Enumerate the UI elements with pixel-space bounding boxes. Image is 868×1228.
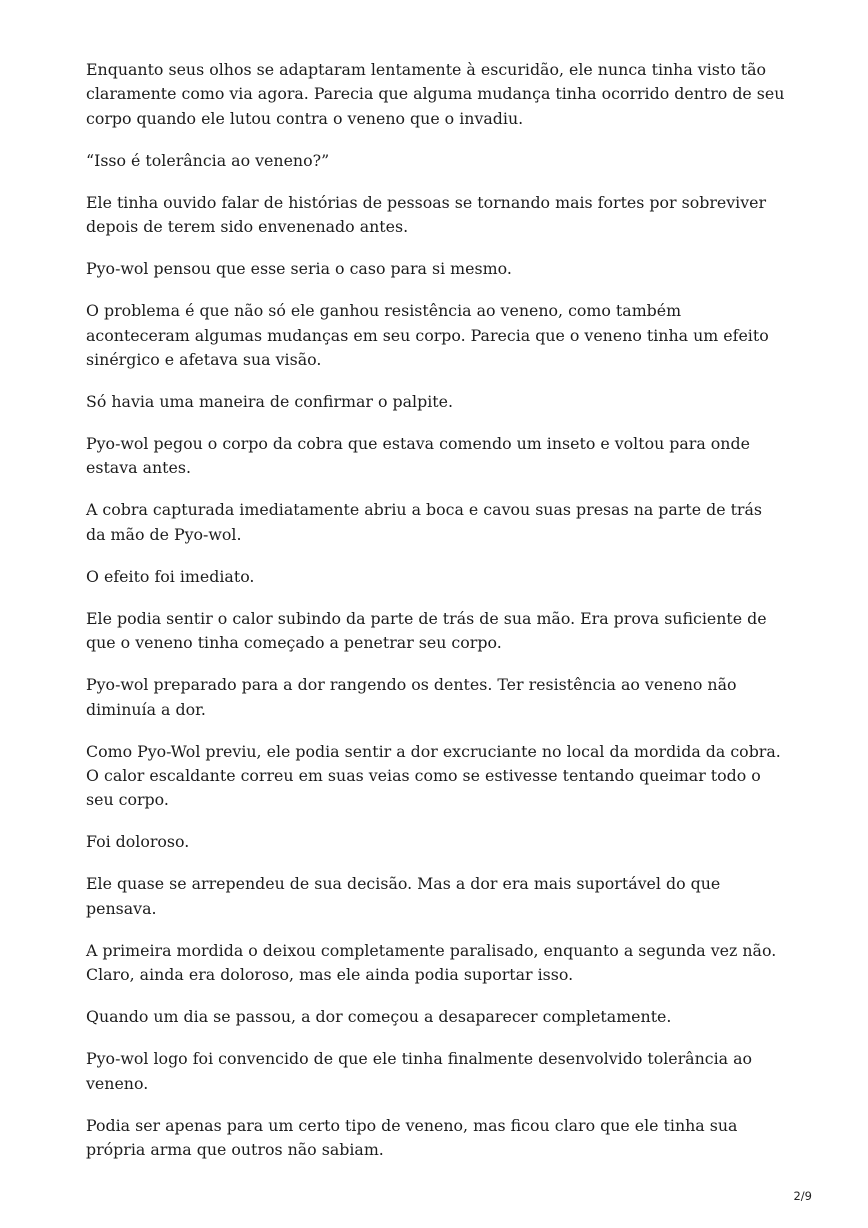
paragraph: Ele podia sentir o calor subindo da parte de trás de sua mão. Era prova suficiente de que o veneno tinha começado a penetrar seu corpo.: [86, 608, 767, 653]
paragraph: Pyo-wol logo foi convencido de que ele tinha finalmente desenvolvido tolerância ao veneno.: [86, 1049, 753, 1093]
paragraph: Ele quase se arrependeu de sua decisão. Mas a dor era mais suportável do que pensava.: [86, 874, 721, 918]
document-body: [86, 58, 786, 1180]
paragraph: Enquanto seus olhos se adaptaram lentamente à escuridão, ele nunca tinha visto tão claramente como via agora. Parecia que alguma mudança tinha ocorrido dentro de seu corpo quando ele lutou contra o veneno que o invadiu.: [86, 60, 785, 128]
page-number: 2/9: [793, 1189, 812, 1203]
paragraph: O problema é que não só ele ganhou resistência ao veneno, como também aconteceram algumas mudanças em seu corpo. Parecia que o veneno tinha um efeito sinérgico e afetava sua visão.: [86, 301, 769, 369]
paragraph: Só havia uma maneira de confirmar o palpite.: [86, 391, 453, 411]
paragraph: A primeira mordida o deixou completamente paralisado, enquanto a segunda vez não. Claro, ainda era doloroso, mas ele ainda podia suportar isso.: [86, 940, 777, 985]
paragraph: Quando um dia se passou, a dor começou a desaparecer completamente.: [86, 1007, 672, 1027]
paragraph: Pyo-wol pensou que esse seria o caso para si mesmo.: [86, 259, 512, 279]
paragraph: Pyo-wol pegou o corpo da cobra que estava comendo um inseto e voltou para onde estava antes.: [86, 434, 750, 478]
paragraph: Ele tinha ouvido falar de histórias de pessoas se tornando mais fortes por sobreviver depois de terem sido envenenado antes.: [86, 192, 767, 237]
paragraph: Foi doloroso.: [86, 832, 190, 852]
paragraph: Como Pyo-Wol previu, ele podia sentir a dor excruciante no local da mordida da cobra. O calor escaldante correu em suas veias como se estivesse tentando queimar todo o seu corpo.: [86, 741, 781, 810]
paragraph: A cobra capturada imediatamente abriu a boca e cavou suas presas na parte de trás da mão de Pyo-wol.: [86, 500, 763, 544]
paragraph: “Isso é tolerância ao veneno?”: [86, 150, 330, 170]
paragraph: Pyo-wol preparado para a dor rangendo os dentes. Ter resistência ao veneno não diminuía a dor.: [86, 675, 737, 719]
paragraph: O efeito foi imediato.: [86, 566, 255, 586]
paragraph: Podia ser apenas para um certo tipo de veneno, mas ficou claro que ele tinha sua própria arma que outros não sabiam.: [86, 1115, 738, 1160]
